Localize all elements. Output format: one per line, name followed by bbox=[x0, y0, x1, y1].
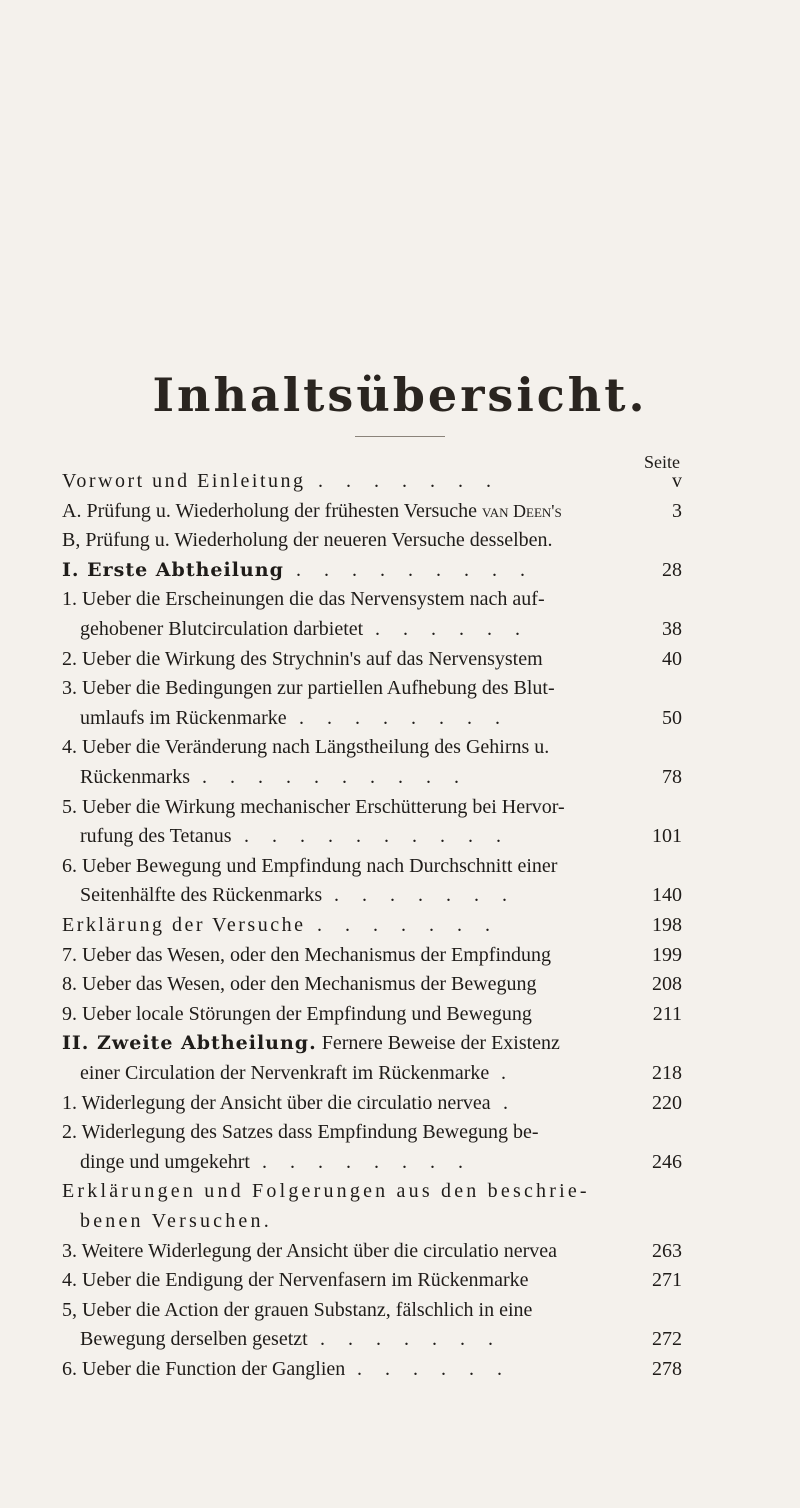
toc-entry bbox=[0, 796, 800, 826]
leader-dots: . . . . . . . bbox=[318, 470, 500, 492]
entry-title: Erklärung der Versuche bbox=[62, 914, 306, 936]
page-number: 271 bbox=[652, 1269, 682, 1292]
entry-text bbox=[62, 1121, 539, 1144]
entry-title: gehobener Blutcirculation darbietet bbox=[80, 618, 364, 640]
toc-entry bbox=[0, 1003, 800, 1033]
entry-text bbox=[80, 1151, 250, 1174]
title-rule bbox=[355, 436, 445, 437]
toc-entry bbox=[0, 1210, 800, 1240]
entry-text bbox=[62, 1003, 532, 1026]
entry-text bbox=[62, 1299, 532, 1322]
page-number: 263 bbox=[652, 1239, 682, 1262]
entry-title: Vorwort und Einleitung bbox=[62, 470, 306, 492]
toc-entry bbox=[0, 1240, 800, 1270]
page-number: 78 bbox=[662, 766, 682, 788]
toc-entry bbox=[0, 588, 800, 618]
entry-title: 3. Ueber die Bedingungen zur partiellen Aufhebung des Blut- bbox=[62, 677, 555, 700]
leader-dots: . . . . . . . bbox=[317, 914, 499, 936]
entry-text bbox=[80, 1328, 308, 1351]
toc-entry bbox=[0, 884, 800, 914]
entry-title: Bewegung derselben gesetzt bbox=[80, 1328, 308, 1351]
toc-entry bbox=[0, 559, 800, 589]
entry-text bbox=[62, 588, 545, 611]
leader-dots: . bbox=[503, 1091, 517, 1114]
entry-text bbox=[62, 500, 562, 523]
entry-title: 9. Ueber locale Störungen der Empfindung und Bewegung bbox=[62, 1002, 532, 1025]
toc-entry bbox=[0, 1358, 800, 1388]
entry-title: Fernere Beweise der Existenz bbox=[316, 1032, 560, 1055]
toc-entry bbox=[0, 1180, 800, 1210]
toc-entry bbox=[0, 1032, 800, 1062]
page-number: 211 bbox=[652, 1002, 682, 1025]
toc-entry bbox=[0, 1269, 800, 1299]
entry-title: 1. Ueber die Erscheinungen die das Nervensystem nach auf- bbox=[62, 588, 545, 611]
entry-text bbox=[62, 529, 553, 552]
entry-text bbox=[62, 559, 284, 582]
entry-title: 2. Ueber die Wirkung des Strychnin's auf das Nervensystem bbox=[62, 647, 543, 670]
leader-dots: . . . . . . . . bbox=[262, 1150, 472, 1173]
entry-text bbox=[80, 1210, 272, 1233]
leader-dots: . . . . . . bbox=[357, 1358, 511, 1380]
toc-entry bbox=[0, 677, 800, 707]
entry-title: Seitenhälfte des Rückenmarks bbox=[80, 884, 323, 907]
entry-title: 6. Ueber Bewegung und Empfindung nach Durchschnitt einer bbox=[62, 854, 558, 877]
page-number: 218 bbox=[652, 1062, 682, 1084]
entry-text bbox=[80, 707, 287, 730]
page-number: 278 bbox=[652, 1358, 682, 1380]
entry-text bbox=[62, 1269, 529, 1292]
entry-title: benen Versuchen. bbox=[80, 1210, 272, 1232]
entry-text bbox=[62, 973, 537, 996]
entry-title: 2. Widerlegung des Satzes dass Empfindung Bewegung be- bbox=[62, 1121, 539, 1144]
page-number: 208 bbox=[652, 973, 682, 996]
entry-title: 1. Widerlegung der Ansicht über die circulatio nervea bbox=[62, 1091, 491, 1114]
entry-text bbox=[62, 470, 306, 493]
entry-text bbox=[80, 766, 190, 789]
page-number: v bbox=[672, 470, 682, 492]
toc-entry bbox=[0, 648, 800, 678]
entry-title: einer Circulation der Nervenkraft im Rückenmarke bbox=[80, 1062, 490, 1084]
leader-dots: . . . . . . . . bbox=[299, 706, 509, 729]
page-number: 272 bbox=[652, 1328, 682, 1351]
entry-text bbox=[80, 618, 363, 641]
toc-entry bbox=[0, 736, 800, 766]
toc-entry bbox=[0, 944, 800, 974]
toc-entry bbox=[0, 500, 800, 530]
entry-title: B, Prüfung u. Wiederholung der neueren Versuche desselben. bbox=[62, 529, 553, 552]
toc-entry bbox=[0, 618, 800, 648]
page-title: Inhaltsübersicht. bbox=[152, 368, 648, 422]
page-number: 140 bbox=[652, 884, 682, 907]
entry-text bbox=[62, 1358, 345, 1381]
page-number: 50 bbox=[662, 706, 682, 729]
entry-text bbox=[80, 884, 322, 907]
entry-title: A. Prüfung u. Wiederholung der frühesten Versuche bbox=[62, 499, 483, 522]
entry-title: 8. Ueber das Wesen, oder den Mechanismus der Bewegung bbox=[62, 973, 537, 996]
entry-text bbox=[62, 677, 555, 700]
leader-dots: . . . . . . . . . . bbox=[244, 825, 510, 848]
page-number: 198 bbox=[652, 914, 682, 936]
leader-dots: . bbox=[501, 1062, 515, 1084]
entry-title: 6. Ueber die Function der Ganglien bbox=[62, 1358, 346, 1380]
page-number: 40 bbox=[662, 647, 682, 670]
section-heading: Erste Abtheilung bbox=[87, 558, 284, 581]
entry-text bbox=[62, 1032, 560, 1055]
toc-entry bbox=[0, 1299, 800, 1329]
toc-entry bbox=[0, 529, 800, 559]
entry-title: dinge und umgekehrt bbox=[80, 1150, 250, 1173]
toc-entry bbox=[0, 707, 800, 737]
toc-entry bbox=[0, 1151, 800, 1181]
entry-text bbox=[62, 914, 305, 937]
page-number: 246 bbox=[652, 1150, 682, 1173]
toc-entry bbox=[0, 1328, 800, 1358]
page-number: 199 bbox=[652, 943, 682, 966]
entry-title: 3. Weitere Widerlegung der Ansicht über die circulatio nervea bbox=[62, 1239, 557, 1262]
entry-text bbox=[62, 944, 551, 967]
toc-entry bbox=[0, 1121, 800, 1151]
entry-title: Rückenmarks bbox=[80, 766, 190, 788]
entry-text bbox=[62, 1092, 491, 1115]
toc-entry bbox=[0, 1062, 800, 1092]
page-number: 38 bbox=[662, 618, 682, 640]
leader-dots: . . . . . . . . . bbox=[296, 558, 534, 581]
entry-text bbox=[62, 648, 543, 671]
page-number: 3 bbox=[672, 499, 682, 522]
entry-text bbox=[62, 736, 549, 759]
entry-title: rufung des Tetanus bbox=[80, 825, 232, 848]
page-number: 101 bbox=[652, 825, 682, 848]
section-number: II. bbox=[62, 1032, 98, 1055]
leader-dots: . . . . . . . bbox=[334, 884, 516, 907]
entry-title: Erklärungen und Folgerungen aus den beschrie- bbox=[62, 1180, 590, 1203]
entry-text bbox=[62, 1180, 590, 1203]
seite-label: Seite bbox=[644, 452, 680, 472]
entry-text bbox=[62, 855, 557, 878]
entry-text bbox=[62, 1240, 557, 1263]
leader-dots: . . . . . . . . . . bbox=[202, 766, 468, 788]
page-number: 28 bbox=[662, 558, 682, 581]
toc-entry bbox=[0, 1092, 800, 1122]
leader-dots: . . . . . . bbox=[375, 618, 529, 640]
entry-text bbox=[80, 1062, 489, 1085]
toc-entry bbox=[0, 825, 800, 855]
toc-entry bbox=[0, 914, 800, 944]
section-heading: Zweite Abtheilung. bbox=[97, 1032, 317, 1055]
toc-entry bbox=[0, 855, 800, 885]
section-number: I. bbox=[62, 558, 88, 581]
page-number: 220 bbox=[652, 1091, 682, 1114]
entry-title: 4. Ueber die Endigung der Nervenfasern im Rückenmarke bbox=[62, 1269, 529, 1292]
leader-dots: . . . . . . . bbox=[320, 1328, 502, 1351]
author-name: van Deen's bbox=[482, 500, 562, 521]
entry-text bbox=[80, 825, 232, 848]
toc-entry bbox=[0, 470, 800, 500]
entry-title: umlaufs im Rückenmarke bbox=[80, 706, 287, 729]
entry-title: 7. Ueber das Wesen, oder den Mechanismus der Empfindung bbox=[62, 943, 552, 966]
entry-title: 5. Ueber die Wirkung mechanischer Erschütterung bei Hervor- bbox=[62, 795, 565, 818]
entry-title: 4. Ueber die Veränderung nach Längstheilung des Gehirns u. bbox=[62, 736, 550, 759]
entry-text bbox=[62, 796, 565, 819]
toc-entry bbox=[0, 973, 800, 1003]
toc-entry bbox=[0, 766, 800, 796]
entry-title: 5, Ueber die Action der grauen Substanz, fälschlich in eine bbox=[62, 1298, 533, 1321]
